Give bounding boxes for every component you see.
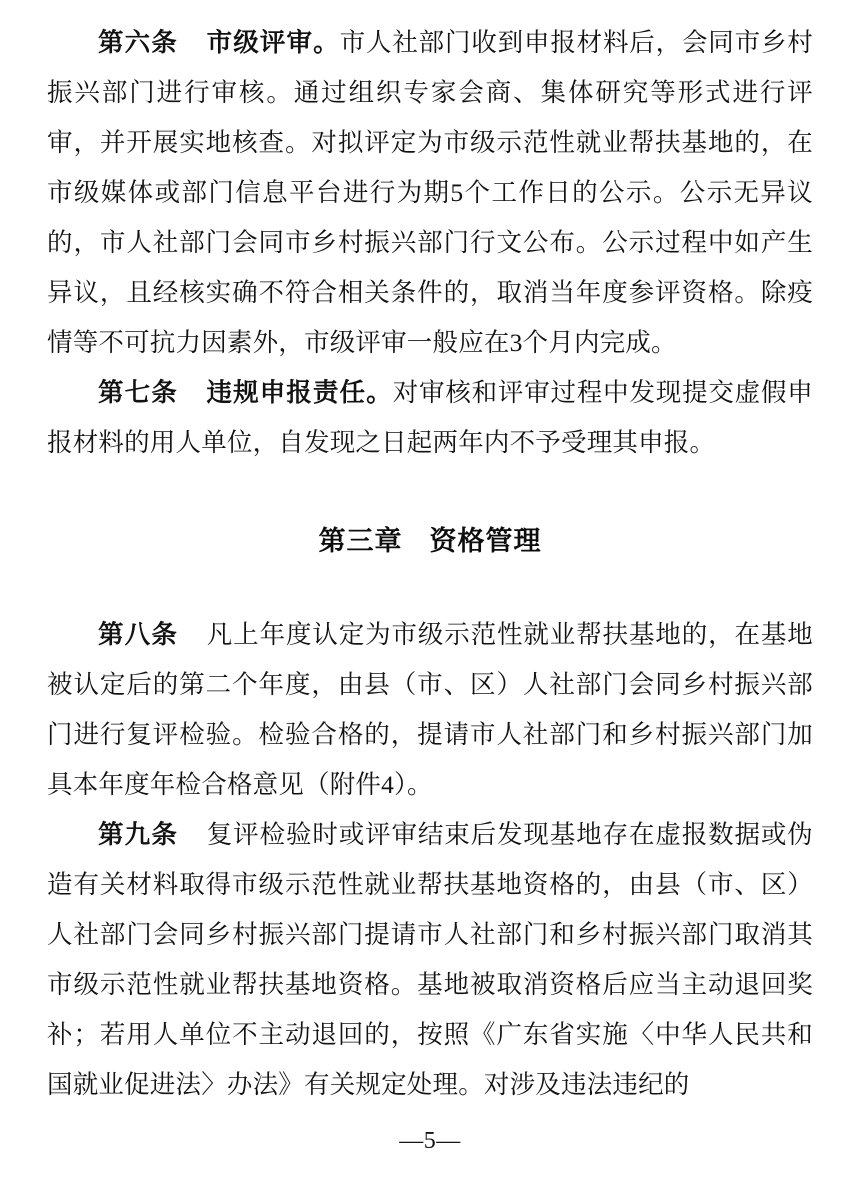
article-6-number: 第六条 [98,29,178,57]
article-9-number: 第九条 [98,821,179,849]
article-7-number: 第七条 [98,379,178,407]
article-8-body: 凡上年度认定为市级示范性就业帮扶基地的，在基地被认定后的第二个年度，由县（市、区）人社部门会同乡村振兴部门进行复评检验。检验合格的，提请市人社部门和乡村振兴部门加具本年度年检合格意见（附件4）。 [47,620,813,799]
article-6-paragraph [47,0,813,368]
article-9-body: 复评检验时或评审结束后发现基地存在虚报数据或伪造有关材料取得市级示范性就业帮扶基地资格的，由县（市、区）人社部门会同乡村振兴部门提请市人社部门和乡村振兴部门取消其市级示范性就业帮扶基地资格。基地被取消资格后应当主动退回奖补；若用人单位不主动退回的，按照《广东省实施〈中华人民共和国就业促进法〉办法》有关规定处理。对涉及违法违纪的 [47,820,813,1099]
article-9-paragraph [47,810,813,1110]
article-7-paragraph [47,368,813,468]
article-7-title: 违规申报责任。 [205,379,393,407]
article-8-paragraph [47,610,813,810]
chapter-heading-block [47,468,813,610]
chapter-heading [47,516,813,566]
chapter-number: 第三章 [318,526,403,556]
page-number: —5— [399,1128,461,1154]
article-6-title: 市级评审。 [205,29,340,57]
article-8-number: 第八条 [98,621,179,649]
article-7-body: 对审核和评审过程中发现提交虚假申报材料的用人单位，自发现之日起两年内不予受理其申报。 [47,378,813,457]
page-content [47,0,813,1110]
chapter-title: 资格管理 [429,526,542,556]
article-6-body: 市人社部门收到申报材料后，会同市乡村振兴部门进行审核。通过组织专家会商、集体研究等形式进行评审，并开展实地核查。对拟评定为市级示范性就业帮扶基地的，在市级媒体或部门信息平台进行为期5个工作日的公示。公示无异议的，市人社部门会同市乡村振兴部门行文公布。公示过程中如产生异议，且经核实确不符合相关条件的，取消当年度参评资格。除疫情等不可抗力因素外，市级评审一般应在3个月内完成。 [47,28,813,357]
